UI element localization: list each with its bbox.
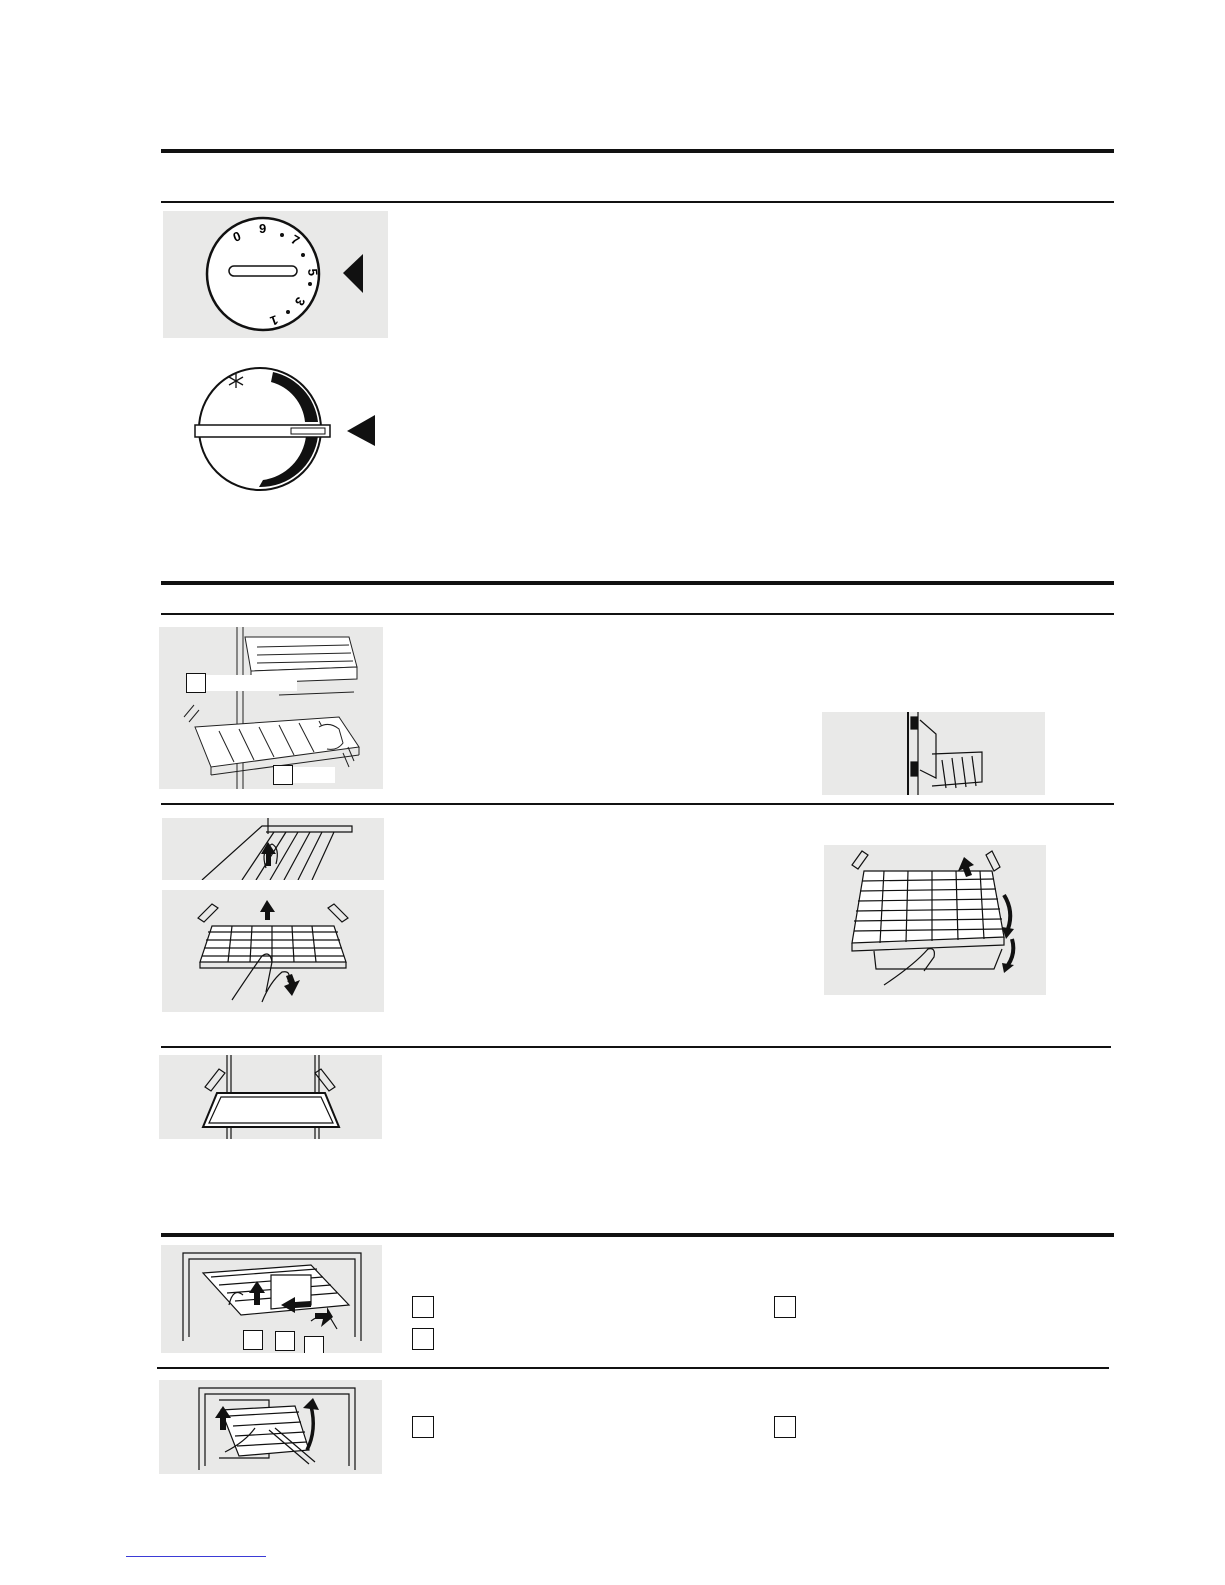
section-rule-door-racks (161, 1233, 1114, 1237)
curved-arrow-icon (1004, 895, 1010, 929)
step-marker-box (774, 1416, 796, 1438)
step-marker-box (412, 1296, 434, 1318)
footer-link[interactable] (126, 1556, 266, 1557)
dial-number: 0 (230, 228, 243, 245)
figure-marker-box (243, 1330, 263, 1350)
dial-number: 5 (305, 267, 321, 277)
door-rack-fold-illustration (159, 1380, 382, 1474)
glass-shelf-illustration (159, 1055, 382, 1139)
dial-number: 9 (259, 221, 267, 236)
section-rule-top-thin (161, 201, 1114, 203)
section-rule-shelves-thin (161, 613, 1114, 615)
row-divider (157, 1367, 1109, 1369)
up-arrow-icon (260, 900, 275, 920)
thermostat-dial-illustration (163, 211, 388, 338)
shelf-removal-illustration (159, 627, 383, 789)
step-marker-box (774, 1296, 796, 1318)
row-divider (161, 803, 1114, 805)
pointer-arrow-icon (347, 415, 375, 446)
dial-number: 7 (288, 231, 303, 249)
down-arrow-icon (284, 974, 300, 996)
freezer-dial-illustration (163, 362, 388, 497)
dial-number: 1 (268, 312, 281, 329)
pointer-arrow-icon (343, 254, 363, 293)
figure-marker-box (275, 1331, 295, 1351)
curved-arrow-icon (307, 1406, 313, 1450)
section-rule-top (161, 149, 1114, 153)
door-rack-removal-illustration (161, 1245, 382, 1353)
shelf-support-illustration (822, 712, 1045, 795)
curved-arrow-icon (1008, 939, 1013, 965)
step-marker-box (412, 1328, 434, 1350)
figure-marker-box (273, 765, 293, 785)
shelf-lift-illustration (162, 890, 384, 1012)
shelf-lift-illustration (162, 818, 384, 880)
dial-number: 3 (291, 294, 309, 309)
figure-marker-box (186, 673, 206, 693)
row-divider (161, 1046, 1111, 1048)
figure-marker-box (304, 1336, 324, 1353)
shelf-tilt-illustration (824, 845, 1046, 995)
down-arrow-icon (315, 1307, 333, 1327)
step-marker-box (412, 1416, 434, 1438)
section-rule-shelves (161, 581, 1114, 585)
